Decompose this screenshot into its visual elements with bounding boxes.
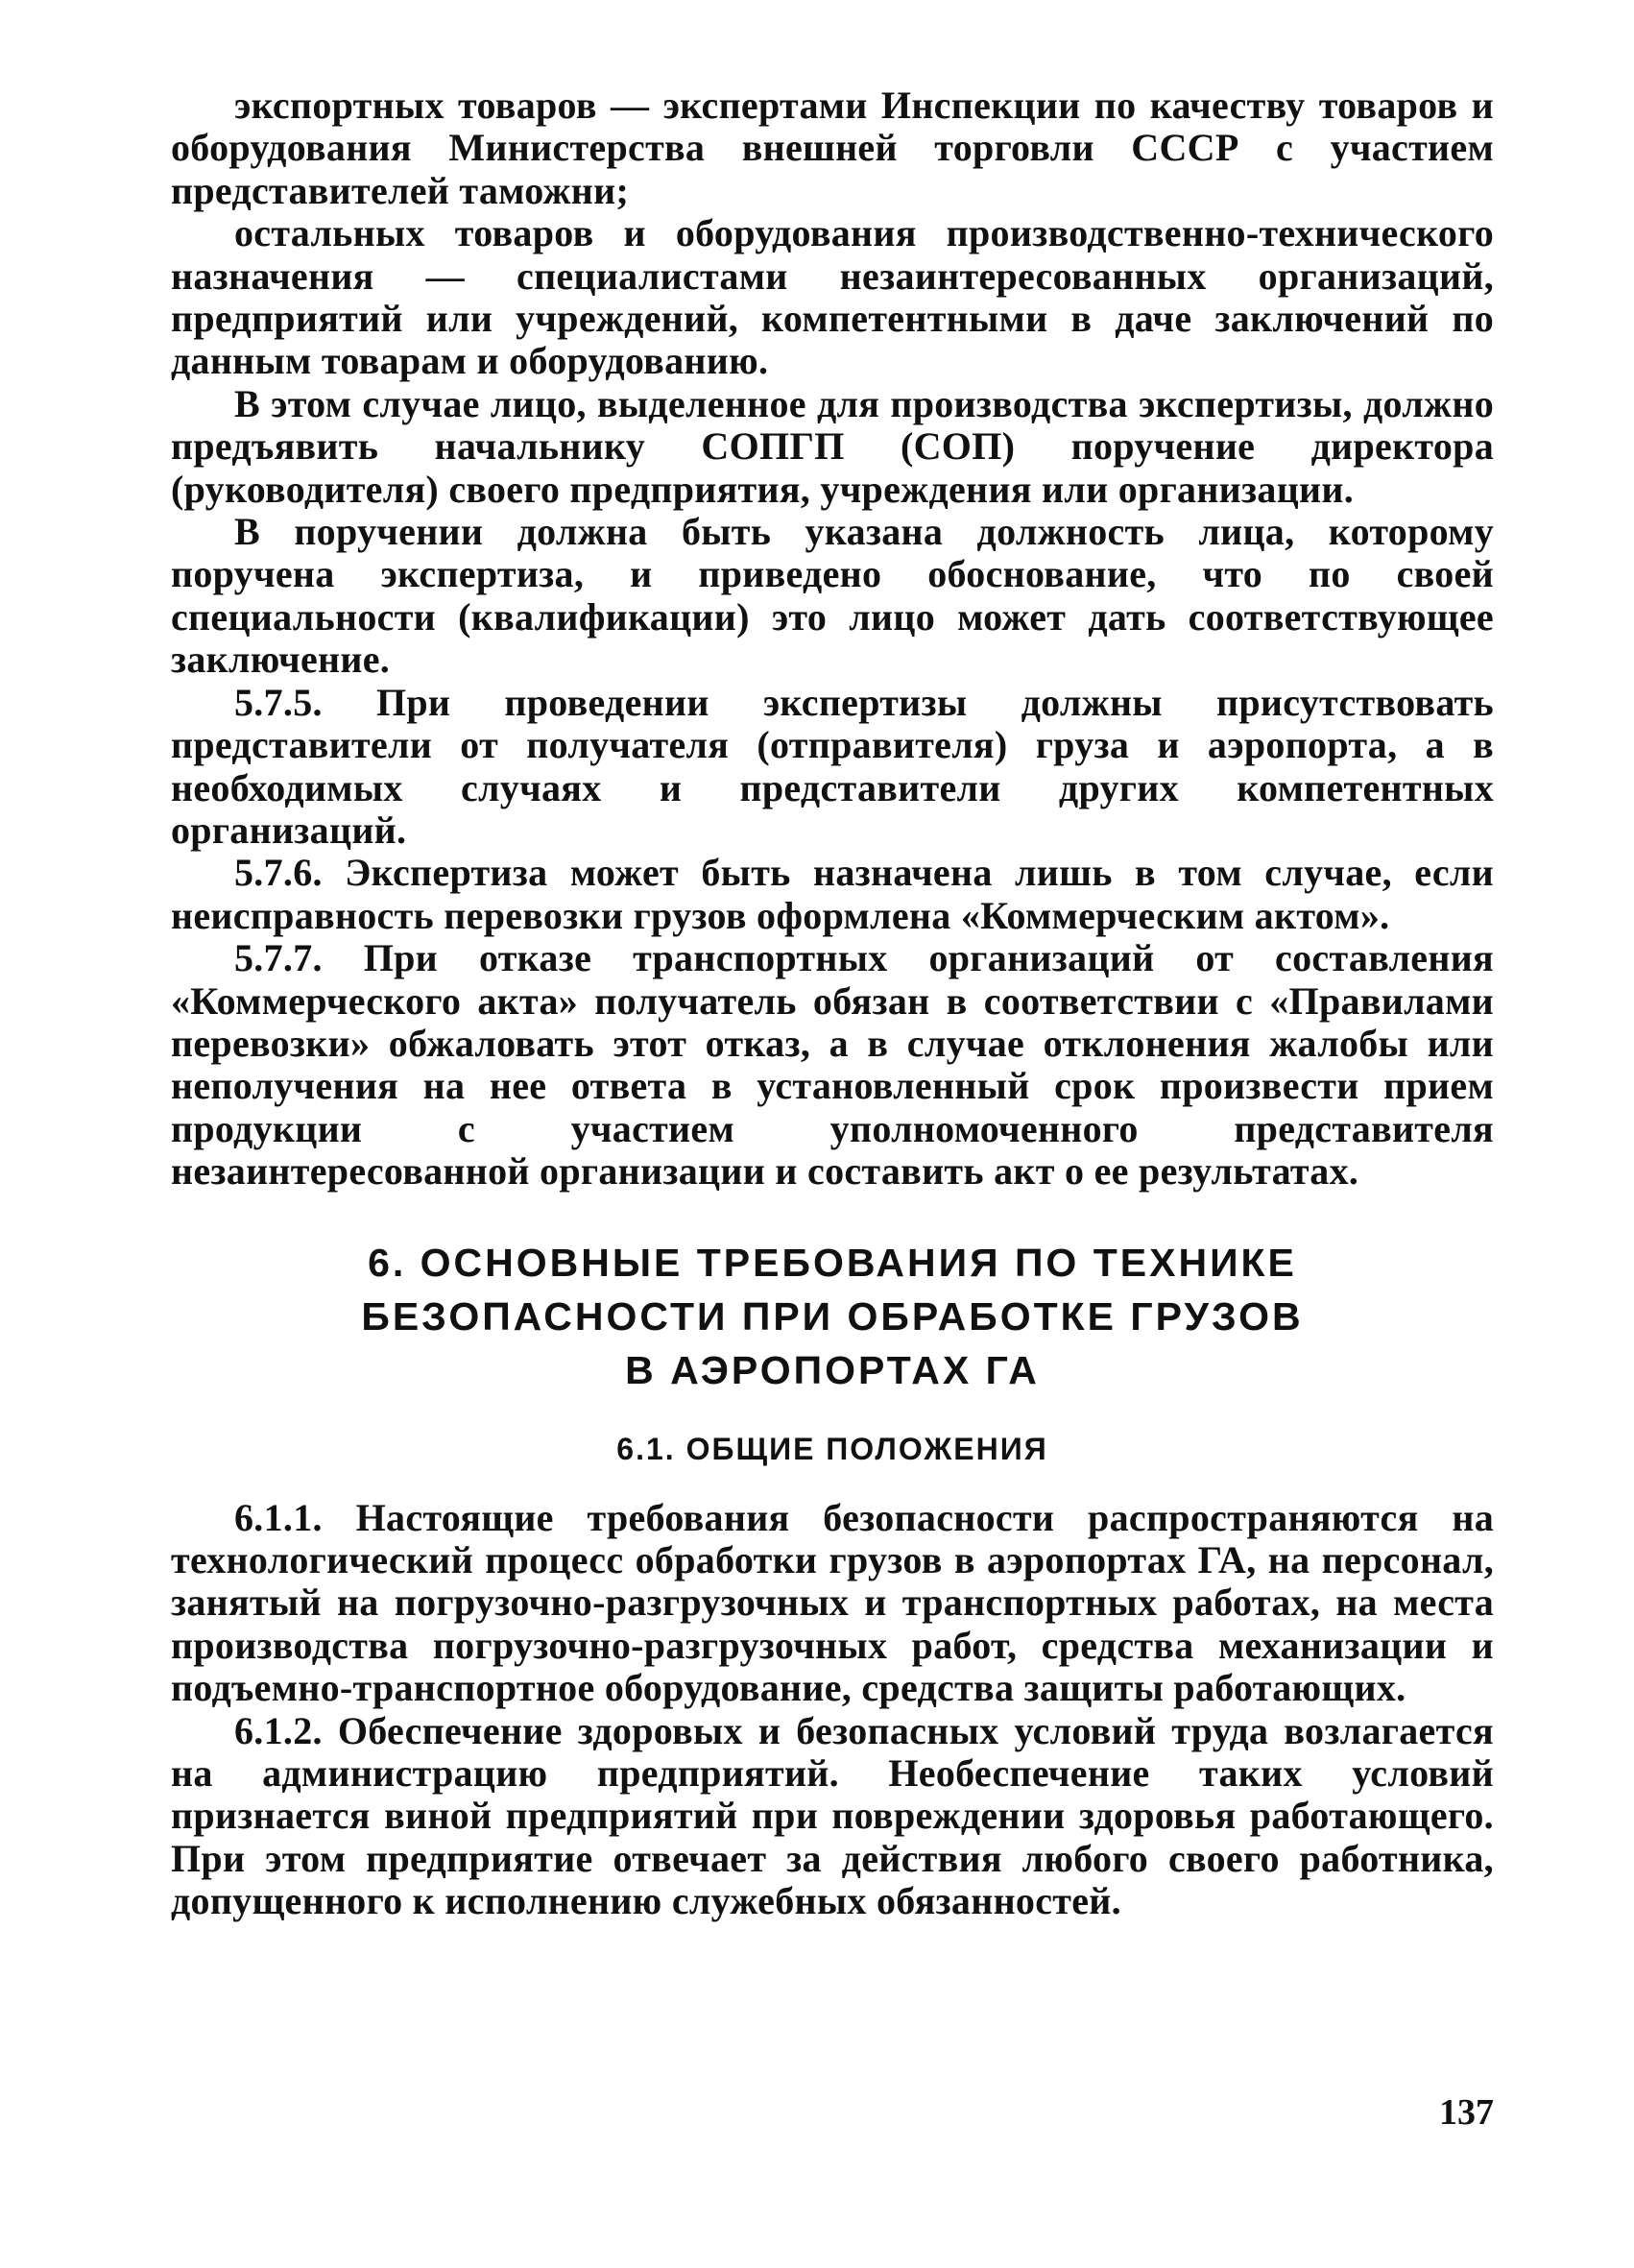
paragraph-5-7-7: 5.7.7. При отказе транспортных организаций от составления «Коммерческого акта» получатель обязан в соответствии с «Правилами перевозки» обжаловать этот отказ, а в случае отклонения жалобы или неполучения на нее ответа в установленный срок произвести прием продукции с участием уполномоченного представителя незаинтересованной организации и составить акт о ее результатах.: [171, 936, 1494, 1194]
section-title-line-1: 6. ОСНОВНЫЕ ТРЕБОВАНИЯ ПО ТЕХНИКЕ: [368, 1240, 1297, 1285]
paragraph-6-1-1: 6.1.1. Настоящие требования безопасности распространяются на технологический процесс обработки грузов в аэропортах ГА, на персонал, занятый на погрузочно-разгрузочных и транспортных работах, на места производства погрузочно-разгрузочных работ, средства механизации и подъемно-транспортное оборудование, средства защиты работающих.: [171, 1495, 1494, 1710]
document-page: [171, 84, 1494, 1923]
section-6-title: [171, 1236, 1494, 1397]
page-number: 137: [1439, 2092, 1494, 2133]
paragraph-assignment-content: В поручении должна быть указана должность лица, которому поручена экспертиза, и приведено обоснование, что по своей специальности (квалификации) это лицо может дать соответствующее заключение.: [171, 510, 1494, 682]
paragraph-other-goods: остальных товаров и оборудования производственно-технического назначения — специалистами незаинтересованных организаций, предприятий или учреждений, компетентными в даче заключений по данным товарам и оборудованию.: [171, 211, 1494, 383]
paragraph-expert-assignment: В этом случае лицо, выделенное для производства экспертизы, должно предъявить начальнику СОПГП (СОП) поручение директора (руководителя) своего предприятия, учреждения или организации.: [171, 381, 1494, 511]
section-title-line-3: В АЭРОПОРТАХ ГА: [625, 1347, 1040, 1392]
paragraph-5-7-6: 5.7.6. Экспертиза может быть назначена лишь в том случае, если неисправность перевозки грузов оформлена «Коммерческим актом».: [171, 851, 1494, 937]
paragraph-5-7-5: 5.7.5. При проведении экспертизы должны присутствовать представители от получателя (отправителя) груза и аэропорта, а в необходимых случаях и представители других компетентных организаций.: [171, 680, 1494, 852]
subsection-6-1-title: 6.1. ОБЩИЕ ПОЛОЖЕНИЯ: [616, 1431, 1048, 1466]
paragraph-6-1-2: 6.1.2. Обеспечение здоровых и безопасных условий труда возлагается на администрацию предприятий. Необеспечение таких условий признается виной предприятий при повреждении здоровья работающего. При этом предприятие отвечает за действия любого своего работника, допущенного к исполнению служебных обязанностей.: [171, 1708, 1494, 1923]
section-title-line-2: БЕЗОПАСНОСТИ ПРИ ОБРАБОТКЕ ГРУЗОВ: [361, 1293, 1304, 1339]
paragraph-export-goods: экспортных товаров — экспертами Инспекции по качеству товаров и оборудования Министерства внешней торговли СССР с участием представителей таможни;: [171, 84, 1494, 212]
